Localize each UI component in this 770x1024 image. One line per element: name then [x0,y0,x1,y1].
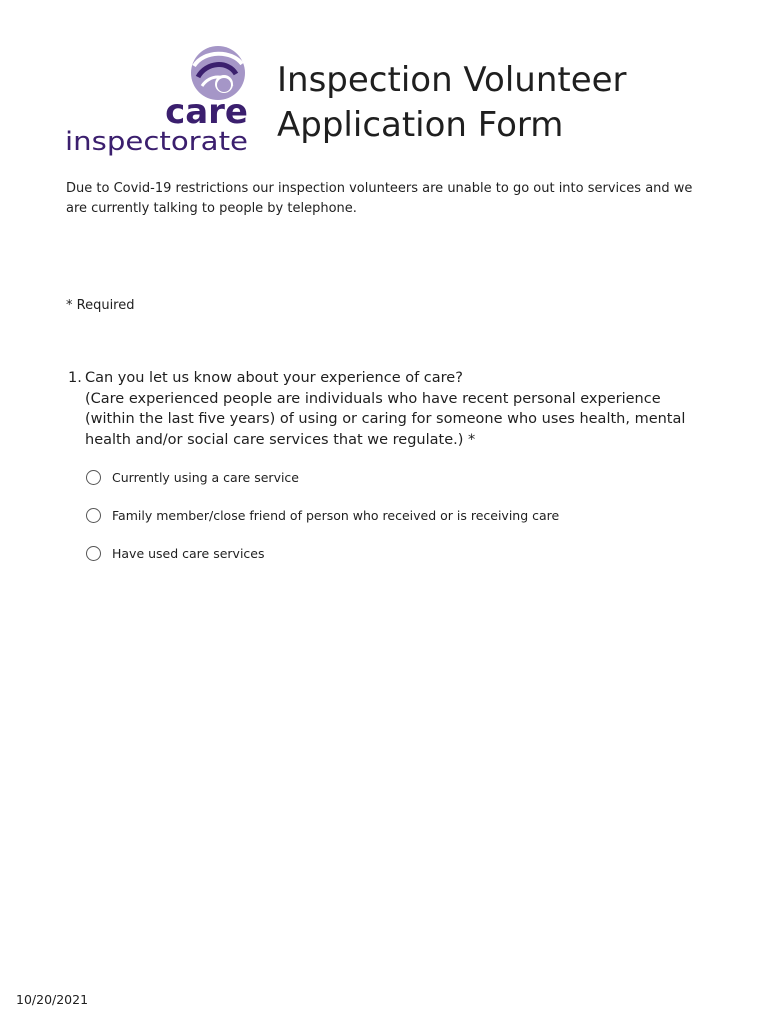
logo-word-care: care [165,92,248,132]
intro-line-1: Due to Covid-19 restrictions our inspection volunteers are unable to go out into services and we [66,181,693,196]
radio-button[interactable] [86,508,101,523]
title-line-2: Application Form [277,105,564,145]
intro-line-2: are currently talking to people by telephone. [66,201,357,216]
question-line-3: (within the last five years) of using or caring for someone who uses health, mental [85,411,686,427]
option-currently-using[interactable] [86,467,646,487]
radio-button[interactable] [86,470,101,485]
option-label: Currently using a care service [112,469,299,485]
option-label: Family member/close friend of person who received or is receiving care [112,507,560,523]
question-1-options [86,467,646,581]
option-family-member[interactable] [86,505,646,525]
question-line-2: (Care experienced people are individuals who have recent personal experience [85,390,661,407]
question-1 [68,368,708,450]
required-note: * Required [66,298,135,313]
question-number: 1. [68,370,82,386]
radio-button[interactable] [86,546,101,561]
question-text [85,368,708,450]
title-line-1: Inspection Volunteer [277,60,627,100]
logo-word-inspectorate: inspectorate [65,127,248,157]
footer-date: 10/20/2021 [16,992,89,1007]
care-inspectorate-logo [64,44,250,158]
option-label: Have used care services [112,545,265,561]
question-line-4: health and/or social care services that we regulate.) * [85,431,476,448]
question-line-1: Can you let us know about your experience of care? [85,370,463,386]
intro-text [66,179,696,219]
page-title [277,58,717,148]
option-have-used[interactable] [86,543,646,563]
